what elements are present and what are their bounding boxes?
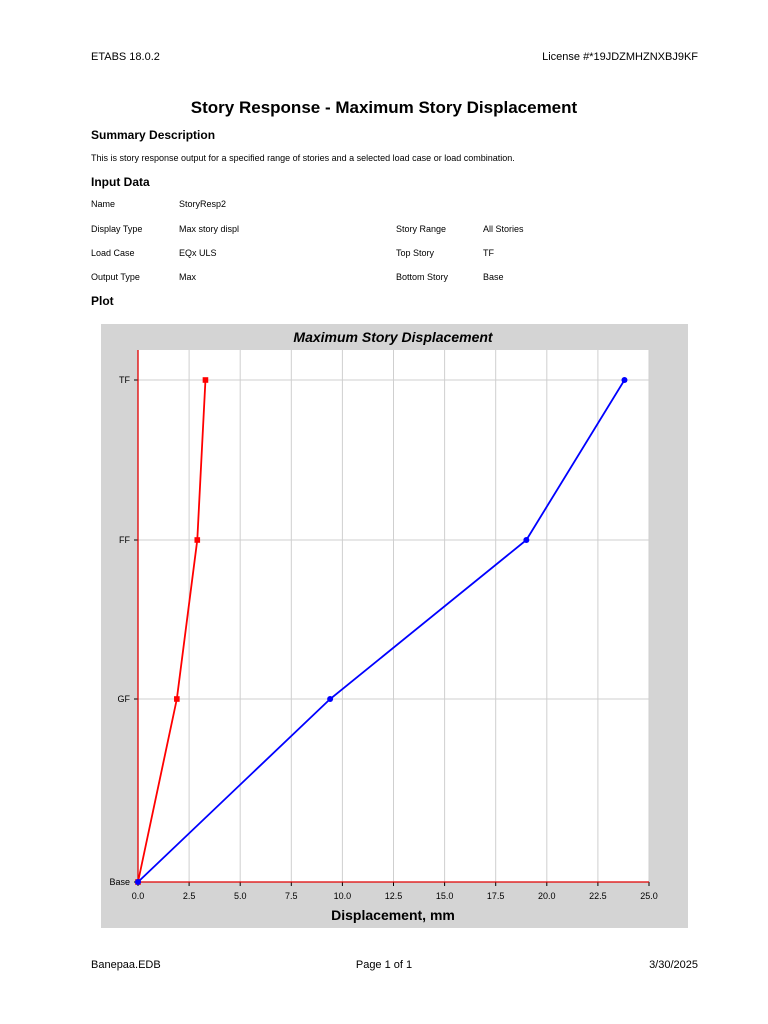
top-story-label: Top Story	[396, 248, 435, 258]
x-tick-label: 15.0	[435, 891, 454, 901]
x-tick-label: 5.0	[233, 891, 247, 901]
story-label: FF	[119, 535, 130, 545]
bottom-story-label: Bottom Story	[396, 272, 449, 282]
output-type-value: Max	[179, 272, 197, 282]
summary-heading: Summary Description	[91, 128, 216, 142]
data-point	[621, 377, 627, 383]
data-point	[203, 377, 209, 383]
load-case-value: EQx ULS	[179, 248, 217, 258]
story-label: Base	[109, 877, 130, 887]
x-tick-label: 17.5	[486, 891, 505, 901]
page-title: Story Response - Maximum Story Displacement	[190, 98, 578, 117]
license-number: License #*19JDZMHZNXBJ9KF	[542, 51, 698, 63]
footer-file: Banepaa.EDB	[91, 959, 161, 971]
story-range-label: Story Range	[396, 224, 447, 234]
display-type-label: Display Type	[91, 224, 143, 234]
data-point	[135, 879, 141, 885]
x-tick-label: 20.0	[538, 891, 556, 901]
footer-page: Page 1 of 1	[355, 959, 413, 971]
bottom-story-value: Base	[483, 272, 504, 282]
summary-text: This is story response output for a specified range of stories and a selected load case or load combination.	[91, 153, 515, 163]
chart-title: Maximum Story Displacement	[293, 329, 493, 345]
story-range-value: All Stories	[483, 224, 524, 234]
x-tick-label: 10.0	[333, 891, 352, 901]
data-point	[523, 537, 529, 543]
x-tick-label: 22.5	[589, 891, 607, 901]
story-label: GF	[117, 694, 130, 704]
story-label: TF	[119, 375, 130, 385]
data-point	[327, 696, 333, 702]
data-point	[174, 696, 180, 702]
name-label: Name	[91, 199, 116, 209]
x-tick-label: 0.0	[131, 891, 145, 901]
x-tick-label: 2.5	[182, 891, 196, 901]
plot-heading: Plot	[91, 294, 114, 308]
load-case-label: Load Case	[91, 248, 135, 258]
x-axis-label: Displacement, mm	[331, 907, 455, 923]
story-displacement-chart	[101, 324, 688, 928]
footer-date: 3/30/2025	[649, 959, 698, 971]
name-value: StoryResp2	[179, 199, 227, 209]
app-version: ETABS 18.0.2	[91, 51, 160, 63]
input-data-heading: Input Data	[91, 175, 150, 189]
x-tick-label: 7.5	[285, 891, 298, 901]
output-type-label: Output Type	[91, 272, 140, 282]
x-tick-label: 12.5	[384, 891, 403, 901]
data-point	[194, 537, 200, 543]
display-type-value: Max story displ	[179, 224, 240, 234]
x-tick-label: 25.0	[640, 891, 658, 901]
top-story-value: TF	[483, 248, 494, 258]
